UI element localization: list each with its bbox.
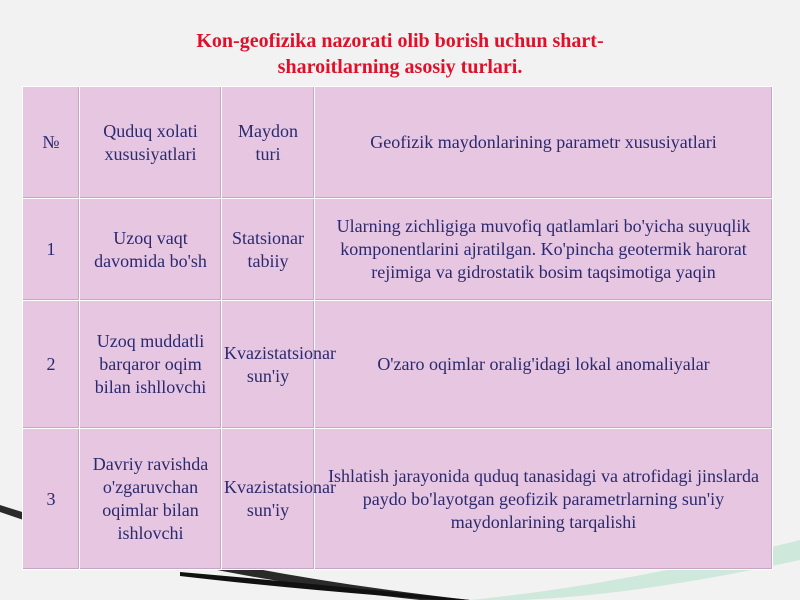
row-params: Ishlatish jarayonida quduq tanasidagi va atrofidagi jinslarda paydo bo'layotgan geofizik parametrlarning sun'iy maydonlarining tarqalishi bbox=[315, 429, 773, 570]
title-line-2: sharoitlarning asosiy turlari. bbox=[277, 56, 523, 78]
row-field-type: Statsionar tabiiy bbox=[222, 199, 315, 301]
row-field-type: Kvazistatsionar sun'iy bbox=[222, 301, 315, 429]
row-field-type: Kvazistatsionar sun'iy bbox=[222, 429, 315, 570]
table-row bbox=[23, 301, 773, 429]
row-num: 1 bbox=[23, 199, 80, 301]
row-well-state: Uzoq muddatli barqaror oqim bilan ishllovchi bbox=[80, 301, 222, 429]
header-well-state: Quduq xolati xususiyatlari bbox=[80, 87, 222, 199]
row-params: O'zaro oqimlar oralig'idagi lokal anomaliyalar bbox=[315, 301, 773, 429]
table-header-row bbox=[23, 87, 773, 199]
row-well-state: Uzoq vaqt davomida bo'sh bbox=[80, 199, 222, 301]
row-params: Ularning zichligiga muvofiq qatlamlari bo'yicha suyuqlik komponentlarini ajratilgan. Ko'pincha geotermik harorat rejimiga va gidrostatik bosim taqsimotiga yaqin bbox=[315, 199, 773, 301]
row-well-state: Davriy ravishda o'zgaruvchan oqimlar bilan ishlovchi bbox=[80, 429, 222, 570]
header-num: № bbox=[23, 87, 80, 199]
table-row bbox=[23, 199, 773, 301]
table-row bbox=[23, 429, 773, 570]
header-params: Geofizik maydonlarining parametr xususiyatlari bbox=[315, 87, 773, 199]
title-line-1: Kon-geofizika nazorati olib borish uchun shart- bbox=[196, 30, 604, 52]
row-num: 2 bbox=[23, 301, 80, 429]
page-title bbox=[0, 28, 800, 80]
row-num: 3 bbox=[23, 429, 80, 570]
header-field-type: Maydon turi bbox=[222, 87, 315, 199]
conditions-table bbox=[22, 86, 773, 570]
